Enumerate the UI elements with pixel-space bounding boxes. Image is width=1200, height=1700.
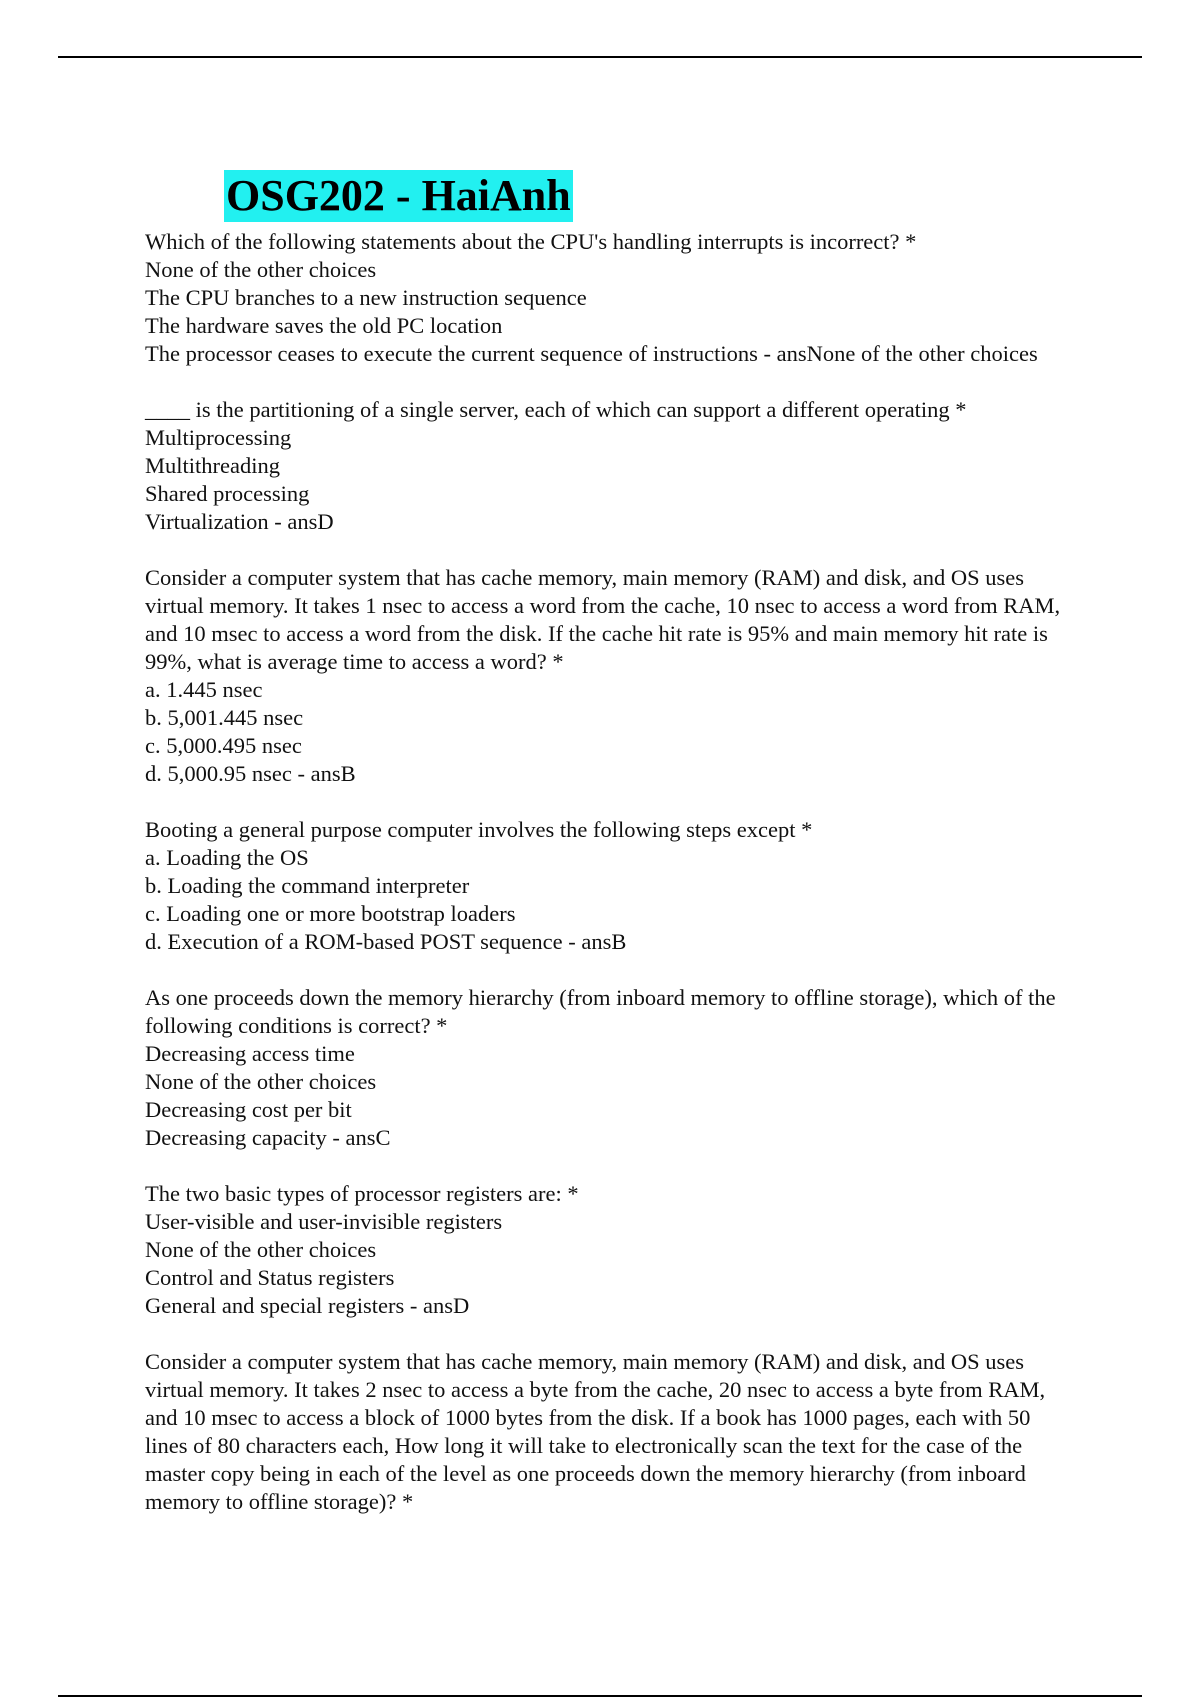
answer-option: c. 5,000.495 nsec xyxy=(145,733,302,758)
question-block xyxy=(145,228,1075,368)
answer-option: Virtualization - ansD xyxy=(145,509,334,534)
answer-option: Multithreading xyxy=(145,453,280,478)
answer-option: b. Loading the command interpreter xyxy=(145,873,470,898)
document-title: OSG202 - HaiAnh xyxy=(226,171,571,220)
question-text: The two basic types of processor registers are: * xyxy=(145,1181,579,1206)
question-text: Consider a computer system that has cache memory, main memory (RAM) and disk, and OS uses virtual memory. It takes 1 nsec to access a word from the cache, 10 nsec to access a word from RAM, and 10 msec to access a word from the disk. If the cache hit rate is 95% and main memory hit rate is 99%, what is average time to access a word? * xyxy=(145,565,1061,674)
question-text: Consider a computer system that has cache memory, main memory (RAM) and disk, and OS uses virtual memory. It takes 2 nsec to access a byte from the cache, 20 nsec to access a byte from RAM, and 10 msec to access a block of 1000 bytes from the disk. If a book has 1000 pages, each with 50 lines of 80 characters each, How long it will take to electronically scan the text for the case of the master copy being in each of the level as one proceeds down the memory hierarchy (from inboard memory to offline storage)? * xyxy=(145,1349,1046,1514)
answer-option: The CPU branches to a new instruction sequence xyxy=(145,285,587,310)
question-text: As one proceeds down the memory hierarchy (from inboard memory to offline storage), which of the following conditions is correct? * xyxy=(145,985,1056,1038)
question-text: Booting a general purpose computer involves the following steps except * xyxy=(145,817,813,842)
answer-option: Shared processing xyxy=(145,481,310,506)
answer-option: Decreasing cost per bit xyxy=(145,1097,352,1122)
question-block xyxy=(145,1348,1075,1516)
question-block xyxy=(145,396,1075,536)
question-list xyxy=(145,228,1075,1544)
answer-option: The hardware saves the old PC location xyxy=(145,313,503,338)
question-text: ____ is the partitioning of a single server, each of which can support a different operating * xyxy=(145,397,967,422)
answer-option: The processor ceases to execute the current sequence of instructions - ansNone of the other choices xyxy=(145,341,1038,366)
title-wrap xyxy=(224,170,573,226)
answer-option: None of the other choices xyxy=(145,257,377,282)
answer-option: d. 5,000.95 nsec - ansB xyxy=(145,761,356,786)
question-block xyxy=(145,1180,1075,1320)
answer-option: a. Loading the OS xyxy=(145,845,309,870)
answer-option: a. 1.445 nsec xyxy=(145,677,263,702)
question-block xyxy=(145,564,1075,788)
bottom-rule xyxy=(58,1695,1142,1697)
top-rule xyxy=(58,56,1142,58)
answer-option: Control and Status registers xyxy=(145,1265,395,1290)
question-text: Which of the following statements about the CPU's handling interrupts is incorrect? * xyxy=(145,229,917,254)
question-block xyxy=(145,816,1075,956)
answer-option: d. Execution of a ROM-based POST sequence - ansB xyxy=(145,929,627,954)
answer-option: b. 5,001.445 nsec xyxy=(145,705,304,730)
question-block xyxy=(145,984,1075,1152)
answer-option: Multiprocessing xyxy=(145,425,292,450)
answer-option: None of the other choices xyxy=(145,1237,377,1262)
answer-option: c. Loading one or more bootstrap loaders xyxy=(145,901,516,926)
answer-option: Decreasing capacity - ansC xyxy=(145,1125,391,1150)
answer-option: Decreasing access time xyxy=(145,1041,355,1066)
answer-option: General and special registers - ansD xyxy=(145,1293,470,1318)
answer-option: None of the other choices xyxy=(145,1069,377,1094)
answer-option: User-visible and user-invisible registers xyxy=(145,1209,503,1234)
